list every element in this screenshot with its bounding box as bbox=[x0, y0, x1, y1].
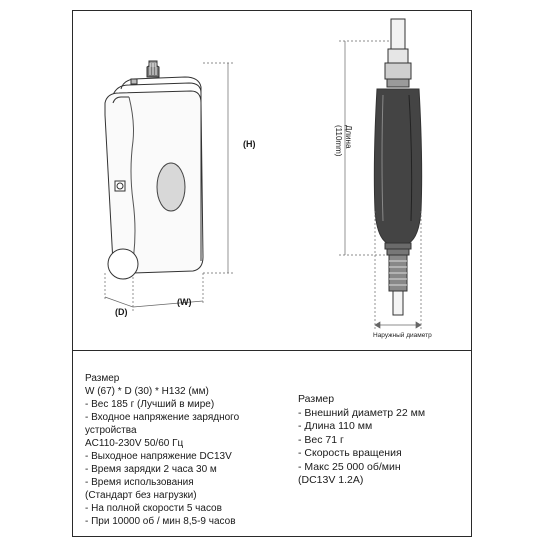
handpiece-drawing bbox=[374, 19, 421, 315]
spec-sheet bbox=[72, 10, 472, 537]
spec-line: - Время использования bbox=[85, 477, 194, 488]
section-divider bbox=[73, 350, 471, 351]
spec-line: - Время зарядки 2 часа 30 м bbox=[85, 464, 217, 475]
spec-line: - Длина 110 мм bbox=[298, 420, 373, 432]
spec-line: - Вес 71 г bbox=[298, 433, 344, 446]
spec-line: устройства bbox=[85, 425, 137, 436]
spec-line: Размер bbox=[298, 393, 335, 405]
spec-line: (Стандарт без нагрузки) bbox=[85, 490, 197, 501]
length-label bbox=[333, 125, 353, 156]
product-drawing bbox=[73, 11, 471, 349]
spec-line: Размер bbox=[85, 373, 120, 384]
spec-line: - Внешний диаметр 22 мм bbox=[298, 406, 426, 419]
control-box-specs bbox=[85, 372, 275, 528]
spec-line: - Макс 25 000 об/мин bbox=[298, 460, 401, 473]
height-dimension bbox=[203, 63, 233, 273]
spec-line: - Скорость вращения bbox=[298, 447, 402, 459]
spec-line: - Входное напряжение зарядного bbox=[85, 412, 240, 423]
control-box-drawing bbox=[105, 61, 203, 279]
spec-line: - На полной скорости 5 часов bbox=[85, 503, 222, 514]
spec-line: - Выходное напряжение DC13V bbox=[85, 451, 232, 462]
handpiece-specs bbox=[298, 393, 468, 488]
height-label: (H) bbox=[243, 139, 256, 149]
spec-line: AC110-230V 50/60 Гц bbox=[85, 438, 184, 449]
depth-label: (D) bbox=[115, 307, 128, 317]
outer-diameter-label: Наружный диаметр bbox=[373, 332, 432, 339]
spec-line: - При 10000 об / мин 8,5-9 часов bbox=[85, 516, 236, 527]
width-label: (W) bbox=[177, 297, 192, 307]
length-label-value: (110mm) bbox=[334, 125, 343, 157]
spec-line: W (67) * D (30) * H132 (мм) bbox=[85, 386, 209, 397]
spec-line: - Вес 185 г (Лучший в мире) bbox=[85, 399, 215, 410]
spec-line: (DC13V 1.2A) bbox=[298, 474, 364, 486]
length-label-word: Длина bbox=[344, 125, 353, 149]
